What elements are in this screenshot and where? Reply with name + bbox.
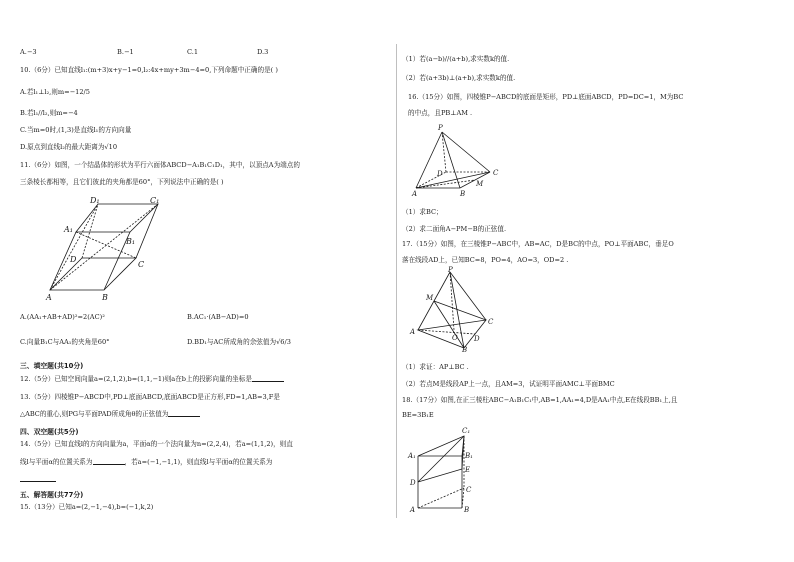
fig11-label-b: B: [102, 293, 108, 302]
q16-part2: （2）求二面角A−PM−B的正弦值.: [402, 225, 507, 233]
q13-text-line1: 13.（5分）四棱锥P−ABCD中,PD⊥底面ABCD,底面ABCD是正方形,FD=1,AB=3,F是: [20, 393, 280, 401]
q9-option-d: D.3: [257, 48, 269, 56]
q9-option-a: A.−3: [20, 48, 37, 56]
q18-stem-line1: 18.（17分）如图,在正三棱柱ABC−A₁B₁C₁中,AB=1,AA₁=4,D是AA₁中点,E在线段BB₁上,且: [402, 396, 678, 404]
figure-pyramid-q17: [410, 266, 494, 354]
q14-text-line2: 线l与平面α的位置关系为 ，若a=(−1,−1,1)，则直线l与平面α的位置关系为: [20, 458, 273, 466]
q14-answer-blank-2[interactable]: [20, 481, 56, 482]
fig18-label-c1: C₁: [462, 427, 471, 435]
q10-option-b: B.若l₁//l₂,则m=−4: [20, 109, 78, 117]
q14-text-line1: 14.（5分）已知直线l的方向向量为a，平面α的一个法向量为n=(2,2,4)，若a=(1,1,2)，则直: [20, 440, 293, 448]
fig11-label-a: A: [46, 293, 52, 302]
fig18-label-d: D: [410, 479, 416, 487]
fig17-label-p: P: [448, 266, 453, 274]
fig11-base-edges: [50, 258, 136, 290]
q12-answer-blank[interactable]: [252, 375, 284, 382]
q17-stem-line2: 落在线段AD上，已知BC=8，PO=4，AO=3，OD=2 .: [402, 256, 569, 264]
q11-option-d: D.BD₁与AC所成角的余弦值为√6/3: [187, 338, 291, 346]
fig11-label-c: C: [138, 260, 145, 269]
section-5-heading: 五、解答题(共77分): [20, 491, 84, 499]
q12-text: 12.（5分）已知空间向量a=(2,1,2),b=(1,1,−1)则a在b上的投影向量的坐标是: [20, 375, 284, 383]
fig17-label-d: D: [474, 335, 480, 343]
fig11-diagonal: [50, 204, 158, 290]
q11-option-b: B.AC₁·(AB−AD)=0: [187, 313, 249, 321]
fig16-edge: [442, 132, 490, 172]
fig18-label-b1: B₁: [465, 452, 473, 460]
fig16-label-b: B: [460, 190, 466, 198]
fig11-top-edges: [76, 204, 158, 232]
q16-part1: （1）求BC；: [402, 208, 443, 216]
fig17-label-c: C: [488, 318, 494, 326]
q16-stem-line2: 的中点，且PB⊥AM .: [408, 109, 473, 117]
fig17-label-b: B: [462, 346, 468, 354]
fig17-label-m: M: [426, 294, 434, 302]
fig11-edge: [136, 204, 158, 258]
q13-answer-blank[interactable]: [168, 410, 200, 417]
fig11-label-d: D: [70, 255, 77, 264]
figure-prism-q18: [410, 424, 490, 512]
fig16-label-d: D: [437, 170, 443, 178]
fig11-label-d1: D₁: [90, 196, 100, 205]
q10-option-a: A.若l₁⊥l₂,则m=−12/5: [20, 88, 90, 96]
fig18-label-e: E: [465, 466, 471, 474]
column-divider: [396, 44, 397, 518]
section-3-heading: 三、填空题(共10分): [20, 362, 84, 370]
fig18-label-a1: A₁: [408, 452, 416, 460]
fig18-edge-ac: [418, 488, 464, 508]
fig18-top-face: [418, 436, 464, 456]
q10-stem: 10.（6分）已知直线l₁:(m+3)x+y−1=0,l₂:4x+my+3m−4=0,下列命题中正确的是( ): [20, 66, 278, 74]
q9-option-c: C.1: [187, 48, 199, 56]
fig17-segment-mc: [434, 301, 486, 320]
fig17-label-o: O: [452, 334, 458, 342]
figure-pyramid-q16: [412, 124, 512, 198]
fig16-label-a: A: [412, 190, 418, 198]
q10-option-c: C.当m=0时,(1,3)是直线l₁的方向向量: [20, 126, 132, 134]
fig11-diagonal: [50, 204, 98, 290]
fig11-label-c1: C₁: [150, 196, 160, 205]
fig17-edge-pc: [450, 272, 486, 320]
q10-option-d: D.原点到直线l₂的最大距离为√10: [20, 143, 118, 151]
section-4-heading: 四、双空题(共5分): [20, 428, 79, 436]
q15-part2: （2）若(a+3b)⊥(a+b),求实数k的值.: [402, 74, 516, 82]
q11-option-c: C.向量B₁C与AA₁的夹角是60°: [20, 338, 110, 346]
fig16-edge: [416, 132, 442, 188]
fig17-label-a: A: [410, 328, 416, 336]
q15-stem: 15.（13分）已知a=(2,−1,−4),b=(−1,k,2): [20, 503, 154, 511]
fig11-label-b1: B₁: [126, 237, 136, 246]
q9-option-b: B.−1: [117, 48, 134, 56]
q17-stem-line1: 17.（15分）如图，在三棱锥P−ABC中，AB=AC，D是BC的中点，PO⊥平面ABC，垂足O: [402, 240, 674, 248]
fig18-label-b: B: [464, 506, 470, 514]
fig16-label-m: M: [476, 180, 484, 188]
q15-part1: （1）若(a−b)//(a+b),求实数k的值.: [402, 55, 510, 63]
q11-stem-line2: 三条棱长都相等，且它们彼此的夹角都是60°，下列说法中正确的是( ): [20, 178, 224, 186]
fig16-label-p: P: [438, 124, 443, 132]
q18-stem-line2: BE=3B₁E: [402, 411, 434, 419]
fig18-label-a: A: [410, 506, 416, 514]
fig16-label-c: C: [493, 169, 499, 177]
q13-text-line2: △ABC的重心,则PG与平面PAD所成角θ的正弦值为: [20, 410, 200, 418]
figure-parallelepiped: [40, 194, 180, 302]
q17-part2: （2）若点M是线段AP上一点，且AM=3，试证明平面AMC⊥平面BMC: [402, 380, 615, 388]
q11-stem-line1: 11.（6分）如图，一个结晶体的形状为平行六面体ABCD−A₁B₁C₁D₁，其中，以顶点A为端点的: [20, 161, 300, 169]
fig16-am-segment: [416, 180, 475, 188]
q11-option-a: A.(AA₁+AB+AD)²=2(AC)²: [20, 313, 105, 321]
fig11-label-a1: A₁: [64, 225, 73, 234]
fig11-hidden-edge: [82, 204, 98, 258]
q14-answer-blank-1[interactable]: [93, 458, 125, 465]
q17-part1: （1）求证：AP⊥BC .: [402, 363, 469, 371]
q16-stem-line1: 16.（15分）如图，四棱锥P−ABCD的底面是矩形，PD⊥底面ABCD，PD=DC=1，M为BC: [408, 93, 684, 101]
fig18-label-c: C: [466, 486, 472, 494]
